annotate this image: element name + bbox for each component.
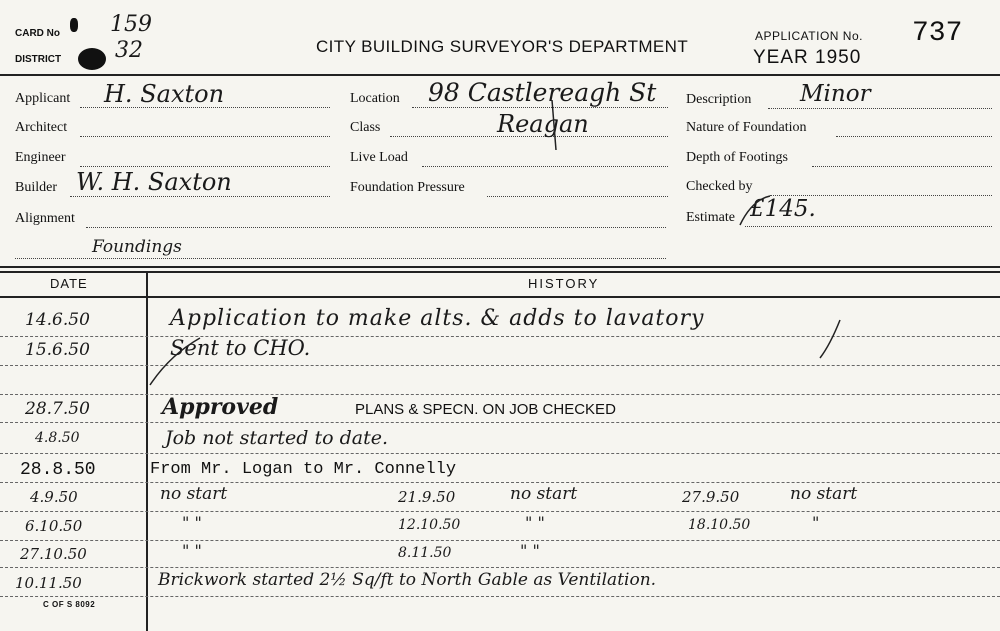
applicant-label: Applicant <box>15 91 71 106</box>
history-date: 28.8.50 <box>20 460 96 480</box>
estimate-label: Estimate <box>686 210 735 225</box>
depth-of-footings-label: Depth of Footings <box>686 150 788 165</box>
alignment-note: Foundings <box>92 237 182 257</box>
builder-label: Builder <box>15 180 57 195</box>
ink-stroke <box>740 196 770 225</box>
ink-stroke <box>820 320 840 358</box>
form-code: C OF S 8092 <box>43 600 96 609</box>
history-date: 28.7.50 <box>25 399 90 419</box>
ink-stroke <box>552 100 556 150</box>
history-date-2: 8.11.50 <box>398 545 452 561</box>
location-label: Location <box>350 91 400 106</box>
history-entry: From Mr. Logan to Mr. Connelly <box>150 460 457 479</box>
history-entry: " " <box>182 513 202 532</box>
history-entry: Application to make alts. & adds to lavatory <box>170 306 705 331</box>
class-label: Class <box>350 120 381 135</box>
live-load-label: Live Load <box>350 150 408 165</box>
stamp-text: PLANS & SPECN. ON JOB CHECKED <box>355 401 616 418</box>
history-date: 4.8.50 <box>35 430 80 446</box>
history-entry-2: no start <box>510 484 578 504</box>
engineer-label: Engineer <box>15 150 66 165</box>
history-date: 27.10.50 <box>20 545 87 563</box>
year-label: YEAR 1950 <box>753 47 862 68</box>
ink-stroke <box>150 338 200 385</box>
application-no-label: APPLICATION No. <box>755 29 863 43</box>
district-value: 32 <box>115 38 143 63</box>
estimate-value: £145. <box>750 196 816 222</box>
card-no-label: CARD No <box>15 28 60 39</box>
history-entry-3: " <box>812 513 820 532</box>
history-date: 6.10.50 <box>25 517 83 535</box>
class-value: Reagan <box>497 110 589 138</box>
location-value: 98 Castlereagh St <box>428 78 657 107</box>
department-title: CITY BUILDING SURVEYOR'S DEPARTMENT <box>316 37 689 56</box>
history-entry: no start <box>160 484 228 504</box>
alignment-label: Alignment <box>15 211 75 226</box>
date-column-header: DATE <box>50 276 88 291</box>
history-column-header: HISTORY <box>528 276 600 291</box>
history-entry: Sent to CHO. <box>170 336 311 360</box>
history-date-2: 12.10.50 <box>398 517 461 533</box>
history-date-3: 27.9.50 <box>682 488 740 506</box>
history-date-2: 21.9.50 <box>398 488 456 506</box>
history-entry: Job not started to date. <box>165 427 389 449</box>
history-date: 4.9.50 <box>30 488 78 506</box>
history-date-3: 18.10.50 <box>688 517 751 533</box>
history-entry-2: " " <box>520 541 540 560</box>
history-entry-3: no start <box>790 484 858 504</box>
history-entry: Approved <box>162 394 279 420</box>
history-entry: Brickwork started 2½ Sq/ft to North Gable as Ventilation. <box>158 570 657 590</box>
history-date: 10.11.50 <box>15 574 82 592</box>
description-value: Minor <box>800 81 871 107</box>
history-entry-2: " " <box>525 513 545 532</box>
builder-value: W. H. Saxton <box>76 168 232 196</box>
history-date: 14.6.50 <box>25 310 90 330</box>
description-label: Description <box>686 92 752 107</box>
checked-by-label: Checked by <box>686 179 753 194</box>
history-date: 15.6.50 <box>25 340 90 360</box>
application-no-value: 737 <box>912 18 963 49</box>
applicant-value: H. Saxton <box>104 80 225 108</box>
history-entry: " " <box>182 541 202 560</box>
district-label: DISTRICT <box>15 54 62 65</box>
nature-of-foundation-label: Nature of Foundation <box>686 120 807 135</box>
architect-label: Architect <box>15 120 68 135</box>
card-no-value: 159 <box>110 12 152 37</box>
foundation-pressure-label: Foundation Pressure <box>350 180 465 195</box>
